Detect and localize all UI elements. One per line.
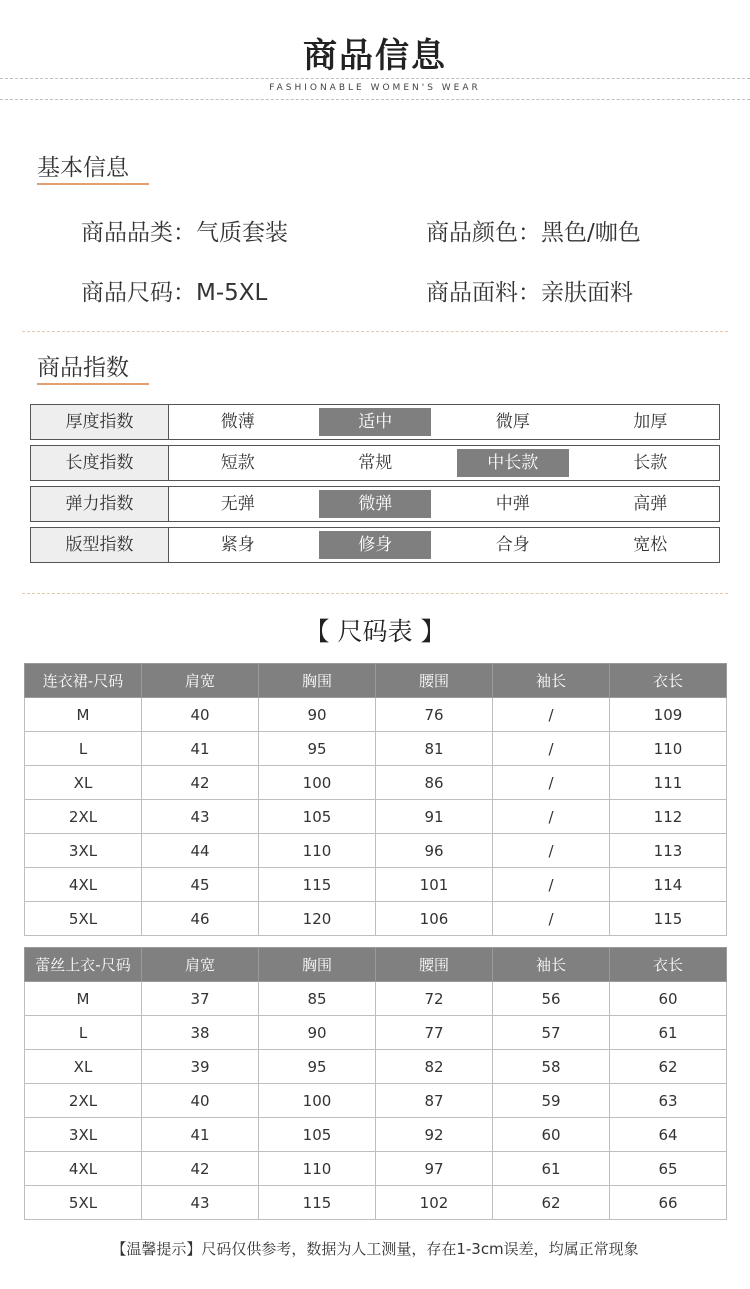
table-cell: 112: [610, 800, 727, 834]
table-row: [25, 732, 727, 766]
header-bottom-divider: [0, 99, 750, 100]
index-option-cell: [582, 531, 720, 559]
table-header-cell: 胸围: [259, 664, 376, 698]
table-cell: /: [493, 834, 610, 868]
table-cell: 42: [142, 1152, 259, 1186]
table-header-cell: 腰围: [376, 664, 493, 698]
table-cell: 46: [142, 902, 259, 936]
index-option: 合身: [495, 535, 530, 555]
table-cell: 110: [259, 1152, 376, 1186]
index-options: [169, 405, 719, 439]
lace-top-size-table: [24, 947, 727, 1220]
table-cell: 105: [259, 1118, 376, 1152]
table-cell: 77: [376, 1016, 493, 1050]
info-size: 商品尺码：M-5XL: [81, 280, 268, 306]
index-option: 高弹: [633, 494, 668, 514]
table-cell: 64: [610, 1118, 727, 1152]
table-cell: 56: [493, 982, 610, 1016]
section-divider: [22, 331, 728, 332]
index-option-cell: [582, 408, 720, 436]
table-row: [25, 1084, 727, 1118]
table-row: [25, 1152, 727, 1186]
table-cell: 41: [142, 732, 259, 766]
table-cell: 59: [493, 1084, 610, 1118]
table-header-cell: 肩宽: [142, 664, 259, 698]
index-option: 微薄: [220, 412, 255, 432]
table-cell: 57: [493, 1016, 610, 1050]
index-row-label: 厚度指数: [31, 405, 169, 439]
table-cell: 91: [376, 800, 493, 834]
table-row: [25, 1186, 727, 1220]
basic-info-underline: [37, 183, 149, 185]
table-cell: 61: [610, 1016, 727, 1050]
table-cell: 3XL: [25, 834, 142, 868]
table-cell: XL: [25, 1050, 142, 1084]
table-cell: 39: [142, 1050, 259, 1084]
index-option-cell: [169, 490, 307, 518]
table-cell: 43: [142, 800, 259, 834]
table-header-cell: 肩宽: [142, 948, 259, 982]
table-cell: M: [25, 982, 142, 1016]
index-row: [30, 445, 720, 481]
table-cell: 37: [142, 982, 259, 1016]
index-option: 无弹: [220, 494, 255, 514]
table-cell: 85: [259, 982, 376, 1016]
index-option: 中弹: [495, 494, 530, 514]
table-cell: 45: [142, 868, 259, 902]
table-cell: 114: [610, 868, 727, 902]
index-option-cell: [582, 449, 720, 477]
table-cell: 100: [259, 766, 376, 800]
table-cell: 90: [259, 1016, 376, 1050]
table-cell: 42: [142, 766, 259, 800]
index-option-cell: [307, 449, 445, 477]
table-cell: /: [493, 732, 610, 766]
table-header-cell: 蕾丝上衣-尺码: [25, 948, 142, 982]
index-option-cell: [444, 531, 582, 559]
table-cell: 3XL: [25, 1118, 142, 1152]
tip-text: 【温馨提示】尺码仅供参考，数据为人工测量，存在1-3cm误差，均属正常现象: [111, 1240, 639, 1258]
table-header-row: [25, 664, 727, 698]
table-cell: 58: [493, 1050, 610, 1084]
table-cell: /: [493, 902, 610, 936]
table-cell: 101: [376, 868, 493, 902]
table-cell: 96: [376, 834, 493, 868]
index-option: 长款: [633, 453, 668, 473]
table-cell: 62: [610, 1050, 727, 1084]
table-cell: 110: [610, 732, 727, 766]
table-cell: 2XL: [25, 800, 142, 834]
index-option-cell: [169, 408, 307, 436]
table-cell: 65: [610, 1152, 727, 1186]
dress-size-table: [24, 663, 727, 936]
table-header-cell: 衣长: [610, 948, 727, 982]
index-option-cell: [444, 408, 582, 436]
table-row: [25, 834, 727, 868]
index-row: [30, 486, 720, 522]
info-category: 商品品类：气质套装: [81, 220, 288, 246]
index-row-label: 弹力指数: [31, 487, 169, 521]
table-header-cell: 连衣裙-尺码: [25, 664, 142, 698]
table-cell: 86: [376, 766, 493, 800]
table-header-cell: 衣长: [610, 664, 727, 698]
table-cell: 44: [142, 834, 259, 868]
table-header-cell: 袖长: [493, 664, 610, 698]
table-row: [25, 766, 727, 800]
table-cell: 72: [376, 982, 493, 1016]
index-option: 紧身: [220, 535, 255, 555]
table-cell: 120: [259, 902, 376, 936]
table-row: [25, 1050, 727, 1084]
index-option: 短款: [220, 453, 255, 473]
page-title: 商品信息: [303, 36, 447, 76]
table-row: [25, 1118, 727, 1152]
info-fabric: 商品面料：亲肤面料: [426, 280, 633, 306]
table-header-cell: 胸围: [259, 948, 376, 982]
index-option-cell: [444, 449, 582, 477]
index-row-label: 长度指数: [31, 446, 169, 480]
index-row: [30, 404, 720, 440]
table-header-row: [25, 948, 727, 982]
index-underline: [37, 383, 149, 385]
header-top-divider: [0, 78, 750, 79]
table-header-cell: 腰围: [376, 948, 493, 982]
table-cell: 82: [376, 1050, 493, 1084]
index-option-cell: [307, 408, 445, 436]
table-row: [25, 982, 727, 1016]
table-cell: 4XL: [25, 1152, 142, 1186]
table-cell: 109: [610, 698, 727, 732]
index-option-selected: 微弹: [319, 490, 431, 518]
info-color: 商品颜色：黑色/咖色: [426, 220, 641, 246]
index-options: [169, 446, 719, 480]
table-cell: 95: [259, 1050, 376, 1084]
index-row-label: 版型指数: [31, 528, 169, 562]
index-option: 宽松: [633, 535, 668, 555]
index-title: 商品指数: [37, 355, 129, 381]
table-cell: 41: [142, 1118, 259, 1152]
index-option-cell: [582, 490, 720, 518]
index-option-cell: [444, 490, 582, 518]
table-cell: 100: [259, 1084, 376, 1118]
table-cell: 60: [493, 1118, 610, 1152]
table-cell: 43: [142, 1186, 259, 1220]
index-option-selected: 修身: [319, 531, 431, 559]
page-subtitle: FASHIONABLE WOMEN'S WEAR: [269, 83, 481, 93]
table-cell: 106: [376, 902, 493, 936]
table-cell: 115: [610, 902, 727, 936]
table-cell: 2XL: [25, 1084, 142, 1118]
table-cell: L: [25, 732, 142, 766]
table-cell: 115: [259, 1186, 376, 1220]
table-header-cell: 袖长: [493, 948, 610, 982]
table-cell: 76: [376, 698, 493, 732]
table-cell: 90: [259, 698, 376, 732]
table-cell: XL: [25, 766, 142, 800]
table-cell: 5XL: [25, 1186, 142, 1220]
table-cell: /: [493, 868, 610, 902]
basic-info-title: 基本信息: [37, 155, 129, 181]
table-cell: 102: [376, 1186, 493, 1220]
index-option: 加厚: [633, 412, 668, 432]
table-cell: 62: [493, 1186, 610, 1220]
table-cell: 66: [610, 1186, 727, 1220]
table-cell: M: [25, 698, 142, 732]
index-option-selected: 适中: [319, 408, 431, 436]
index-options: [169, 487, 719, 521]
table-cell: /: [493, 766, 610, 800]
index-row: [30, 527, 720, 563]
index-option-cell: [307, 531, 445, 559]
table-cell: 61: [493, 1152, 610, 1186]
table-cell: /: [493, 800, 610, 834]
index-option: 微厚: [495, 412, 530, 432]
index-option-cell: [169, 449, 307, 477]
table-cell: 92: [376, 1118, 493, 1152]
index-option: 常规: [358, 453, 393, 473]
table-cell: /: [493, 698, 610, 732]
table-cell: 5XL: [25, 902, 142, 936]
table-cell: 97: [376, 1152, 493, 1186]
table-cell: 40: [142, 1084, 259, 1118]
table-cell: 105: [259, 800, 376, 834]
table-cell: L: [25, 1016, 142, 1050]
table-cell: 38: [142, 1016, 259, 1050]
table-cell: 113: [610, 834, 727, 868]
table-row: [25, 698, 727, 732]
table-cell: 115: [259, 868, 376, 902]
table-cell: 111: [610, 766, 727, 800]
index-options: [169, 528, 719, 562]
index-option-cell: [307, 490, 445, 518]
table-cell: 87: [376, 1084, 493, 1118]
table-cell: 60: [610, 982, 727, 1016]
table-row: [25, 868, 727, 902]
index-option-cell: [169, 531, 307, 559]
table-row: [25, 1016, 727, 1050]
section-divider: [22, 593, 728, 594]
table-cell: 63: [610, 1084, 727, 1118]
table-cell: 95: [259, 732, 376, 766]
size-chart-title: 【 尺码表 】: [304, 617, 446, 646]
index-option-selected: 中长款: [457, 449, 569, 477]
table-cell: 40: [142, 698, 259, 732]
table-cell: 4XL: [25, 868, 142, 902]
table-row: [25, 902, 727, 936]
table-cell: 81: [376, 732, 493, 766]
table-cell: 110: [259, 834, 376, 868]
table-row: [25, 800, 727, 834]
